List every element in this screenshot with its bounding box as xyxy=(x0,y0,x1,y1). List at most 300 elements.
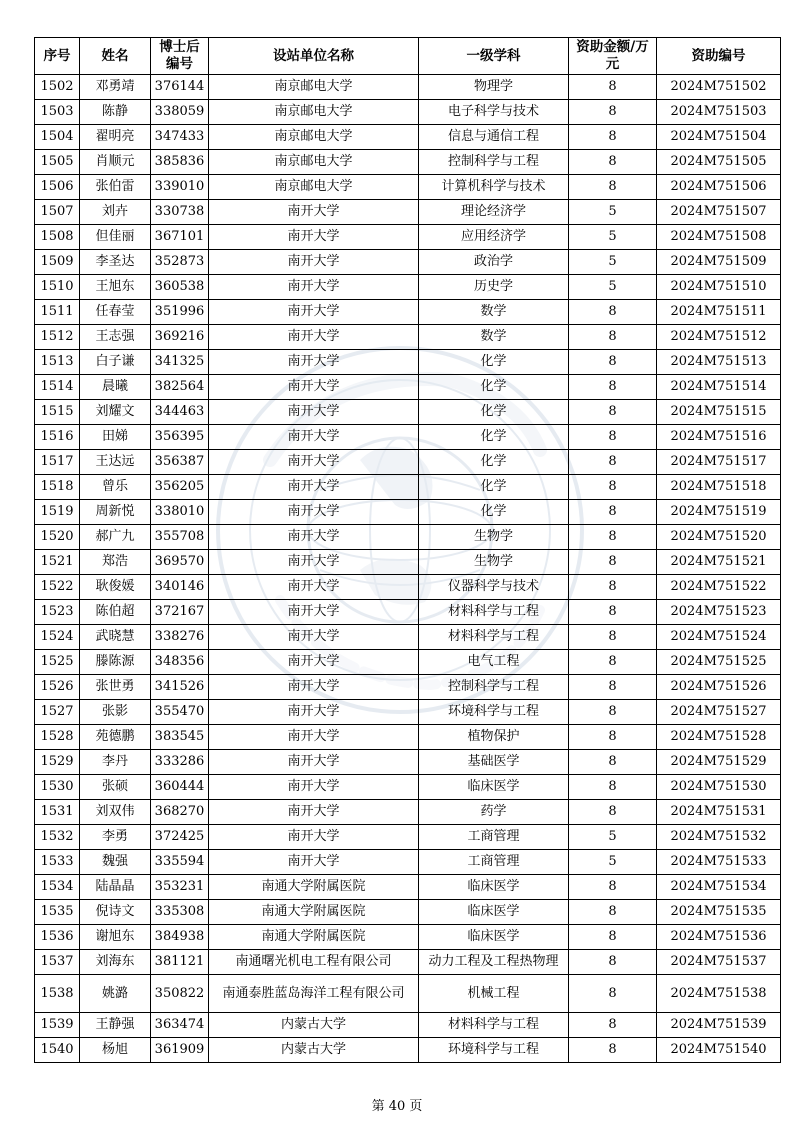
cell-seq: 1536 xyxy=(35,925,80,950)
cell-seq: 1522 xyxy=(35,575,80,600)
cell-amount: 8 xyxy=(569,725,657,750)
cell-discipline: 控制科学与工程 xyxy=(419,675,569,700)
cell-amount: 8 xyxy=(569,425,657,450)
cell-name: 但佳丽 xyxy=(80,225,151,250)
cell-seq: 1512 xyxy=(35,325,80,350)
cell-amount: 8 xyxy=(569,525,657,550)
cell-amount: 8 xyxy=(569,400,657,425)
cell-grant-code: 2024M751533 xyxy=(657,850,781,875)
cell-discipline: 基础医学 xyxy=(419,750,569,775)
cell-grant-code: 2024M751510 xyxy=(657,275,781,300)
cell-grant-code: 2024M751536 xyxy=(657,925,781,950)
table-row xyxy=(35,375,781,400)
cell-amount: 5 xyxy=(569,275,657,300)
cell-grant-code: 2024M751527 xyxy=(657,700,781,725)
cell-discipline: 机械工程 xyxy=(419,975,569,1013)
cell-discipline: 临床医学 xyxy=(419,875,569,900)
cell-seq: 1523 xyxy=(35,600,80,625)
cell-amount: 8 xyxy=(569,975,657,1013)
table-row xyxy=(35,725,781,750)
cell-grant-code: 2024M751537 xyxy=(657,950,781,975)
cell-amount: 8 xyxy=(569,575,657,600)
cell-postdoc-id: 350822 xyxy=(151,975,209,1013)
cell-seq: 1521 xyxy=(35,550,80,575)
page-number: 第 40 页 xyxy=(371,1099,423,1114)
cell-postdoc-id: 361909 xyxy=(151,1038,209,1063)
cell-amount: 8 xyxy=(569,875,657,900)
table-row xyxy=(35,200,781,225)
cell-amount: 8 xyxy=(569,600,657,625)
table-row xyxy=(35,1013,781,1038)
cell-amount: 8 xyxy=(569,750,657,775)
cell-unit: 南通曙光机电工程有限公司 xyxy=(209,950,419,975)
cell-amount: 5 xyxy=(569,200,657,225)
cell-amount: 5 xyxy=(569,825,657,850)
cell-grant-code: 2024M751524 xyxy=(657,625,781,650)
cell-unit: 南开大学 xyxy=(209,600,419,625)
cell-unit: 南开大学 xyxy=(209,625,419,650)
cell-unit: 南通大学附属医院 xyxy=(209,925,419,950)
cell-grant-code: 2024M751516 xyxy=(657,425,781,450)
cell-grant-code: 2024M751520 xyxy=(657,525,781,550)
cell-discipline: 环境科学与工程 xyxy=(419,700,569,725)
table-row xyxy=(35,650,781,675)
cell-unit: 南京邮电大学 xyxy=(209,150,419,175)
cell-discipline: 化学 xyxy=(419,375,569,400)
table-row xyxy=(35,975,781,1013)
cell-discipline: 化学 xyxy=(419,350,569,375)
cell-name: 刘耀文 xyxy=(80,400,151,425)
cell-name: 陈静 xyxy=(80,100,151,125)
cell-postdoc-id: 356387 xyxy=(151,450,209,475)
cell-unit: 南开大学 xyxy=(209,550,419,575)
cell-amount: 8 xyxy=(569,1038,657,1063)
cell-unit: 南开大学 xyxy=(209,775,419,800)
cell-name: 陆晶晶 xyxy=(80,875,151,900)
cell-discipline: 化学 xyxy=(419,475,569,500)
cell-name: 刘双伟 xyxy=(80,800,151,825)
cell-name: 王达远 xyxy=(80,450,151,475)
cell-discipline: 药学 xyxy=(419,800,569,825)
cell-postdoc-id: 385836 xyxy=(151,150,209,175)
cell-seq: 1514 xyxy=(35,375,80,400)
cell-seq: 1530 xyxy=(35,775,80,800)
table-row xyxy=(35,350,781,375)
table-row xyxy=(35,150,781,175)
cell-grant-code: 2024M751515 xyxy=(657,400,781,425)
table-row xyxy=(35,675,781,700)
cell-unit: 南通大学附属医院 xyxy=(209,900,419,925)
cell-seq: 1533 xyxy=(35,850,80,875)
cell-unit: 南开大学 xyxy=(209,700,419,725)
cell-grant-code: 2024M751514 xyxy=(657,375,781,400)
cell-postdoc-id: 355470 xyxy=(151,700,209,725)
cell-discipline: 工商管理 xyxy=(419,850,569,875)
cell-seq: 1538 xyxy=(35,975,80,1013)
cell-seq: 1506 xyxy=(35,175,80,200)
cell-unit: 南通大学附属医院 xyxy=(209,875,419,900)
cell-name: 苑德鹏 xyxy=(80,725,151,750)
table-row xyxy=(35,850,781,875)
cell-amount: 8 xyxy=(569,700,657,725)
cell-seq: 1520 xyxy=(35,525,80,550)
cell-grant-code: 2024M751511 xyxy=(657,300,781,325)
cell-name: 肖顺元 xyxy=(80,150,151,175)
cell-discipline: 化学 xyxy=(419,425,569,450)
cell-postdoc-id: 339010 xyxy=(151,175,209,200)
cell-discipline: 工商管理 xyxy=(419,825,569,850)
cell-grant-code: 2024M751508 xyxy=(657,225,781,250)
cell-seq: 1507 xyxy=(35,200,80,225)
header-unit: 设站单位名称 xyxy=(209,38,419,75)
cell-amount: 8 xyxy=(569,125,657,150)
cell-discipline: 临床医学 xyxy=(419,925,569,950)
cell-discipline: 生物学 xyxy=(419,525,569,550)
cell-unit: 南开大学 xyxy=(209,350,419,375)
cell-seq: 1513 xyxy=(35,350,80,375)
cell-name: 郑浩 xyxy=(80,550,151,575)
cell-seq: 1517 xyxy=(35,450,80,475)
cell-postdoc-id: 356395 xyxy=(151,425,209,450)
cell-grant-code: 2024M751505 xyxy=(657,150,781,175)
table-row xyxy=(35,425,781,450)
cell-discipline: 化学 xyxy=(419,450,569,475)
table-row xyxy=(35,925,781,950)
cell-grant-code: 2024M751502 xyxy=(657,75,781,100)
cell-grant-code: 2024M751517 xyxy=(657,450,781,475)
cell-grant-code: 2024M751521 xyxy=(657,550,781,575)
cell-unit: 南开大学 xyxy=(209,725,419,750)
table-row xyxy=(35,400,781,425)
cell-amount: 8 xyxy=(569,100,657,125)
cell-discipline: 临床医学 xyxy=(419,900,569,925)
cell-unit: 南开大学 xyxy=(209,200,419,225)
cell-name: 耿俊媛 xyxy=(80,575,151,600)
cell-seq: 1504 xyxy=(35,125,80,150)
table-row xyxy=(35,75,781,100)
cell-amount: 8 xyxy=(569,350,657,375)
cell-grant-code: 2024M751540 xyxy=(657,1038,781,1063)
cell-seq: 1528 xyxy=(35,725,80,750)
cell-amount: 8 xyxy=(569,75,657,100)
cell-unit: 南开大学 xyxy=(209,225,419,250)
cell-postdoc-id: 383545 xyxy=(151,725,209,750)
cell-postdoc-id: 372167 xyxy=(151,600,209,625)
table-row xyxy=(35,775,781,800)
cell-name: 田娣 xyxy=(80,425,151,450)
cell-seq: 1516 xyxy=(35,425,80,450)
cell-seq: 1534 xyxy=(35,875,80,900)
cell-amount: 8 xyxy=(569,550,657,575)
cell-grant-code: 2024M751530 xyxy=(657,775,781,800)
cell-postdoc-id: 347433 xyxy=(151,125,209,150)
cell-name: 翟明亮 xyxy=(80,125,151,150)
cell-grant-code: 2024M751506 xyxy=(657,175,781,200)
cell-unit: 南开大学 xyxy=(209,475,419,500)
table-row xyxy=(35,475,781,500)
cell-amount: 8 xyxy=(569,950,657,975)
cell-amount: 8 xyxy=(569,300,657,325)
cell-postdoc-id: 372425 xyxy=(151,825,209,850)
cell-seq: 1525 xyxy=(35,650,80,675)
cell-seq: 1535 xyxy=(35,900,80,925)
cell-unit: 南开大学 xyxy=(209,375,419,400)
cell-name: 王旭东 xyxy=(80,275,151,300)
cell-amount: 8 xyxy=(569,650,657,675)
cell-postdoc-id: 384938 xyxy=(151,925,209,950)
table-row xyxy=(35,250,781,275)
cell-name: 谢旭东 xyxy=(80,925,151,950)
cell-grant-code: 2024M751532 xyxy=(657,825,781,850)
cell-postdoc-id: 338059 xyxy=(151,100,209,125)
cell-grant-code: 2024M751538 xyxy=(657,975,781,1013)
cell-seq: 1515 xyxy=(35,400,80,425)
cell-seq: 1529 xyxy=(35,750,80,775)
table-row xyxy=(35,500,781,525)
cell-discipline: 控制科学与工程 xyxy=(419,150,569,175)
cell-amount: 8 xyxy=(569,625,657,650)
cell-unit: 南通泰胜蓝岛海洋工程有限公司 xyxy=(209,975,419,1013)
cell-postdoc-id: 367101 xyxy=(151,225,209,250)
cell-seq: 1519 xyxy=(35,500,80,525)
cell-unit: 南开大学 xyxy=(209,800,419,825)
table-row xyxy=(35,625,781,650)
cell-seq: 1518 xyxy=(35,475,80,500)
cell-seq: 1527 xyxy=(35,700,80,725)
cell-grant-code: 2024M751507 xyxy=(657,200,781,225)
cell-discipline: 植物保护 xyxy=(419,725,569,750)
header-name: 姓名 xyxy=(80,38,151,75)
table-row xyxy=(35,300,781,325)
cell-amount: 8 xyxy=(569,325,657,350)
cell-postdoc-id: 369570 xyxy=(151,550,209,575)
cell-name: 郝广九 xyxy=(80,525,151,550)
cell-discipline: 历史学 xyxy=(419,275,569,300)
table-row xyxy=(35,1038,781,1063)
cell-seq: 1502 xyxy=(35,75,80,100)
cell-grant-code: 2024M751539 xyxy=(657,1013,781,1038)
table-row xyxy=(35,750,781,775)
cell-name: 杨旭 xyxy=(80,1038,151,1063)
cell-seq: 1505 xyxy=(35,150,80,175)
cell-name: 曾乐 xyxy=(80,475,151,500)
cell-postdoc-id: 376144 xyxy=(151,75,209,100)
table-row xyxy=(35,575,781,600)
header-amount: 资助金额/万元 xyxy=(569,38,657,75)
cell-seq: 1508 xyxy=(35,225,80,250)
cell-amount: 8 xyxy=(569,775,657,800)
cell-name: 王静强 xyxy=(80,1013,151,1038)
cell-grant-code: 2024M751534 xyxy=(657,875,781,900)
cell-discipline: 数学 xyxy=(419,325,569,350)
cell-amount: 8 xyxy=(569,500,657,525)
cell-unit: 南开大学 xyxy=(209,500,419,525)
cell-seq: 1526 xyxy=(35,675,80,700)
cell-postdoc-id: 348356 xyxy=(151,650,209,675)
cell-discipline: 化学 xyxy=(419,400,569,425)
table-row xyxy=(35,325,781,350)
table-row xyxy=(35,175,781,200)
cell-name: 张世勇 xyxy=(80,675,151,700)
cell-postdoc-id: 363474 xyxy=(151,1013,209,1038)
cell-grant-code: 2024M751526 xyxy=(657,675,781,700)
table-row xyxy=(35,600,781,625)
cell-postdoc-id: 330738 xyxy=(151,200,209,225)
cell-unit: 南开大学 xyxy=(209,850,419,875)
cell-unit: 南京邮电大学 xyxy=(209,75,419,100)
table-row xyxy=(35,800,781,825)
table-row xyxy=(35,900,781,925)
cell-postdoc-id: 360538 xyxy=(151,275,209,300)
cell-name: 张硕 xyxy=(80,775,151,800)
cell-discipline: 电气工程 xyxy=(419,650,569,675)
cell-amount: 8 xyxy=(569,150,657,175)
table-body xyxy=(35,75,781,1063)
postdoc-funding-table xyxy=(34,37,781,1063)
cell-discipline: 仪器科学与技术 xyxy=(419,575,569,600)
cell-name: 姚潞 xyxy=(80,975,151,1013)
cell-discipline: 环境科学与工程 xyxy=(419,1038,569,1063)
cell-postdoc-id: 351996 xyxy=(151,300,209,325)
cell-postdoc-id: 353231 xyxy=(151,875,209,900)
cell-name: 晨曦 xyxy=(80,375,151,400)
cell-amount: 8 xyxy=(569,1013,657,1038)
cell-seq: 1539 xyxy=(35,1013,80,1038)
cell-amount: 5 xyxy=(569,225,657,250)
table-header-row xyxy=(35,38,781,75)
cell-amount: 8 xyxy=(569,175,657,200)
cell-seq: 1524 xyxy=(35,625,80,650)
cell-unit: 南开大学 xyxy=(209,300,419,325)
cell-unit: 内蒙古大学 xyxy=(209,1038,419,1063)
cell-name: 刘卉 xyxy=(80,200,151,225)
cell-name: 魏强 xyxy=(80,850,151,875)
cell-discipline: 材料科学与工程 xyxy=(419,1013,569,1038)
cell-unit: 南开大学 xyxy=(209,750,419,775)
cell-discipline: 政治学 xyxy=(419,250,569,275)
cell-grant-code: 2024M751512 xyxy=(657,325,781,350)
cell-unit: 南开大学 xyxy=(209,825,419,850)
cell-postdoc-id: 333286 xyxy=(151,750,209,775)
cell-unit: 内蒙古大学 xyxy=(209,1013,419,1038)
table-row xyxy=(35,550,781,575)
table-row xyxy=(35,875,781,900)
cell-name: 陈伯超 xyxy=(80,600,151,625)
cell-name: 邓勇靖 xyxy=(80,75,151,100)
cell-seq: 1503 xyxy=(35,100,80,125)
cell-grant-code: 2024M751535 xyxy=(657,900,781,925)
cell-discipline: 应用经济学 xyxy=(419,225,569,250)
cell-discipline: 信息与通信工程 xyxy=(419,125,569,150)
cell-postdoc-id: 341325 xyxy=(151,350,209,375)
cell-unit: 南开大学 xyxy=(209,275,419,300)
cell-postdoc-id: 340146 xyxy=(151,575,209,600)
cell-unit: 南开大学 xyxy=(209,250,419,275)
cell-unit: 南开大学 xyxy=(209,575,419,600)
cell-discipline: 电子科学与技术 xyxy=(419,100,569,125)
table-row xyxy=(35,100,781,125)
cell-name: 任春莹 xyxy=(80,300,151,325)
cell-grant-code: 2024M751509 xyxy=(657,250,781,275)
cell-name: 李勇 xyxy=(80,825,151,850)
cell-postdoc-id: 356205 xyxy=(151,475,209,500)
table-row xyxy=(35,450,781,475)
cell-unit: 南开大学 xyxy=(209,400,419,425)
cell-discipline: 生物学 xyxy=(419,550,569,575)
cell-postdoc-id: 335308 xyxy=(151,900,209,925)
cell-name: 李丹 xyxy=(80,750,151,775)
cell-name: 武晓慧 xyxy=(80,625,151,650)
table-row xyxy=(35,950,781,975)
cell-amount: 8 xyxy=(569,925,657,950)
cell-discipline: 计算机科学与技术 xyxy=(419,175,569,200)
cell-unit: 南开大学 xyxy=(209,425,419,450)
cell-grant-code: 2024M751531 xyxy=(657,800,781,825)
cell-postdoc-id: 338276 xyxy=(151,625,209,650)
cell-discipline: 数学 xyxy=(419,300,569,325)
cell-postdoc-id: 381121 xyxy=(151,950,209,975)
cell-amount: 8 xyxy=(569,450,657,475)
cell-discipline: 材料科学与工程 xyxy=(419,600,569,625)
cell-postdoc-id: 344463 xyxy=(151,400,209,425)
header-seq: 序号 xyxy=(35,38,80,75)
cell-name: 白子谦 xyxy=(80,350,151,375)
cell-grant-code: 2024M751528 xyxy=(657,725,781,750)
cell-postdoc-id: 335594 xyxy=(151,850,209,875)
cell-grant-code: 2024M751504 xyxy=(657,125,781,150)
cell-seq: 1540 xyxy=(35,1038,80,1063)
cell-grant-code: 2024M751522 xyxy=(657,575,781,600)
table-row xyxy=(35,825,781,850)
cell-discipline: 物理学 xyxy=(419,75,569,100)
cell-amount: 8 xyxy=(569,375,657,400)
cell-name: 周新悦 xyxy=(80,500,151,525)
cell-postdoc-id: 360444 xyxy=(151,775,209,800)
table-row xyxy=(35,125,781,150)
header-discipline: 一级学科 xyxy=(419,38,569,75)
cell-postdoc-id: 355708 xyxy=(151,525,209,550)
cell-name: 滕陈源 xyxy=(80,650,151,675)
cell-amount: 5 xyxy=(569,850,657,875)
cell-discipline: 临床医学 xyxy=(419,775,569,800)
cell-grant-code: 2024M751513 xyxy=(657,350,781,375)
cell-grant-code: 2024M751525 xyxy=(657,650,781,675)
cell-seq: 1509 xyxy=(35,250,80,275)
cell-grant-code: 2024M751529 xyxy=(657,750,781,775)
table-row xyxy=(35,275,781,300)
cell-grant-code: 2024M751523 xyxy=(657,600,781,625)
table-row xyxy=(35,225,781,250)
cell-seq: 1511 xyxy=(35,300,80,325)
cell-unit: 南京邮电大学 xyxy=(209,125,419,150)
cell-postdoc-id: 338010 xyxy=(151,500,209,525)
cell-discipline: 化学 xyxy=(419,500,569,525)
cell-name: 李圣达 xyxy=(80,250,151,275)
cell-grant-code: 2024M751518 xyxy=(657,475,781,500)
cell-discipline: 理论经济学 xyxy=(419,200,569,225)
cell-grant-code: 2024M751503 xyxy=(657,100,781,125)
header-grant-code: 资助编号 xyxy=(657,38,781,75)
cell-amount: 8 xyxy=(569,675,657,700)
cell-postdoc-id: 369216 xyxy=(151,325,209,350)
cell-unit: 南开大学 xyxy=(209,325,419,350)
cell-amount: 5 xyxy=(569,250,657,275)
cell-seq: 1510 xyxy=(35,275,80,300)
cell-seq: 1531 xyxy=(35,800,80,825)
cell-discipline: 动力工程及工程热物理 xyxy=(419,950,569,975)
cell-unit: 南开大学 xyxy=(209,650,419,675)
cell-name: 张伯雷 xyxy=(80,175,151,200)
